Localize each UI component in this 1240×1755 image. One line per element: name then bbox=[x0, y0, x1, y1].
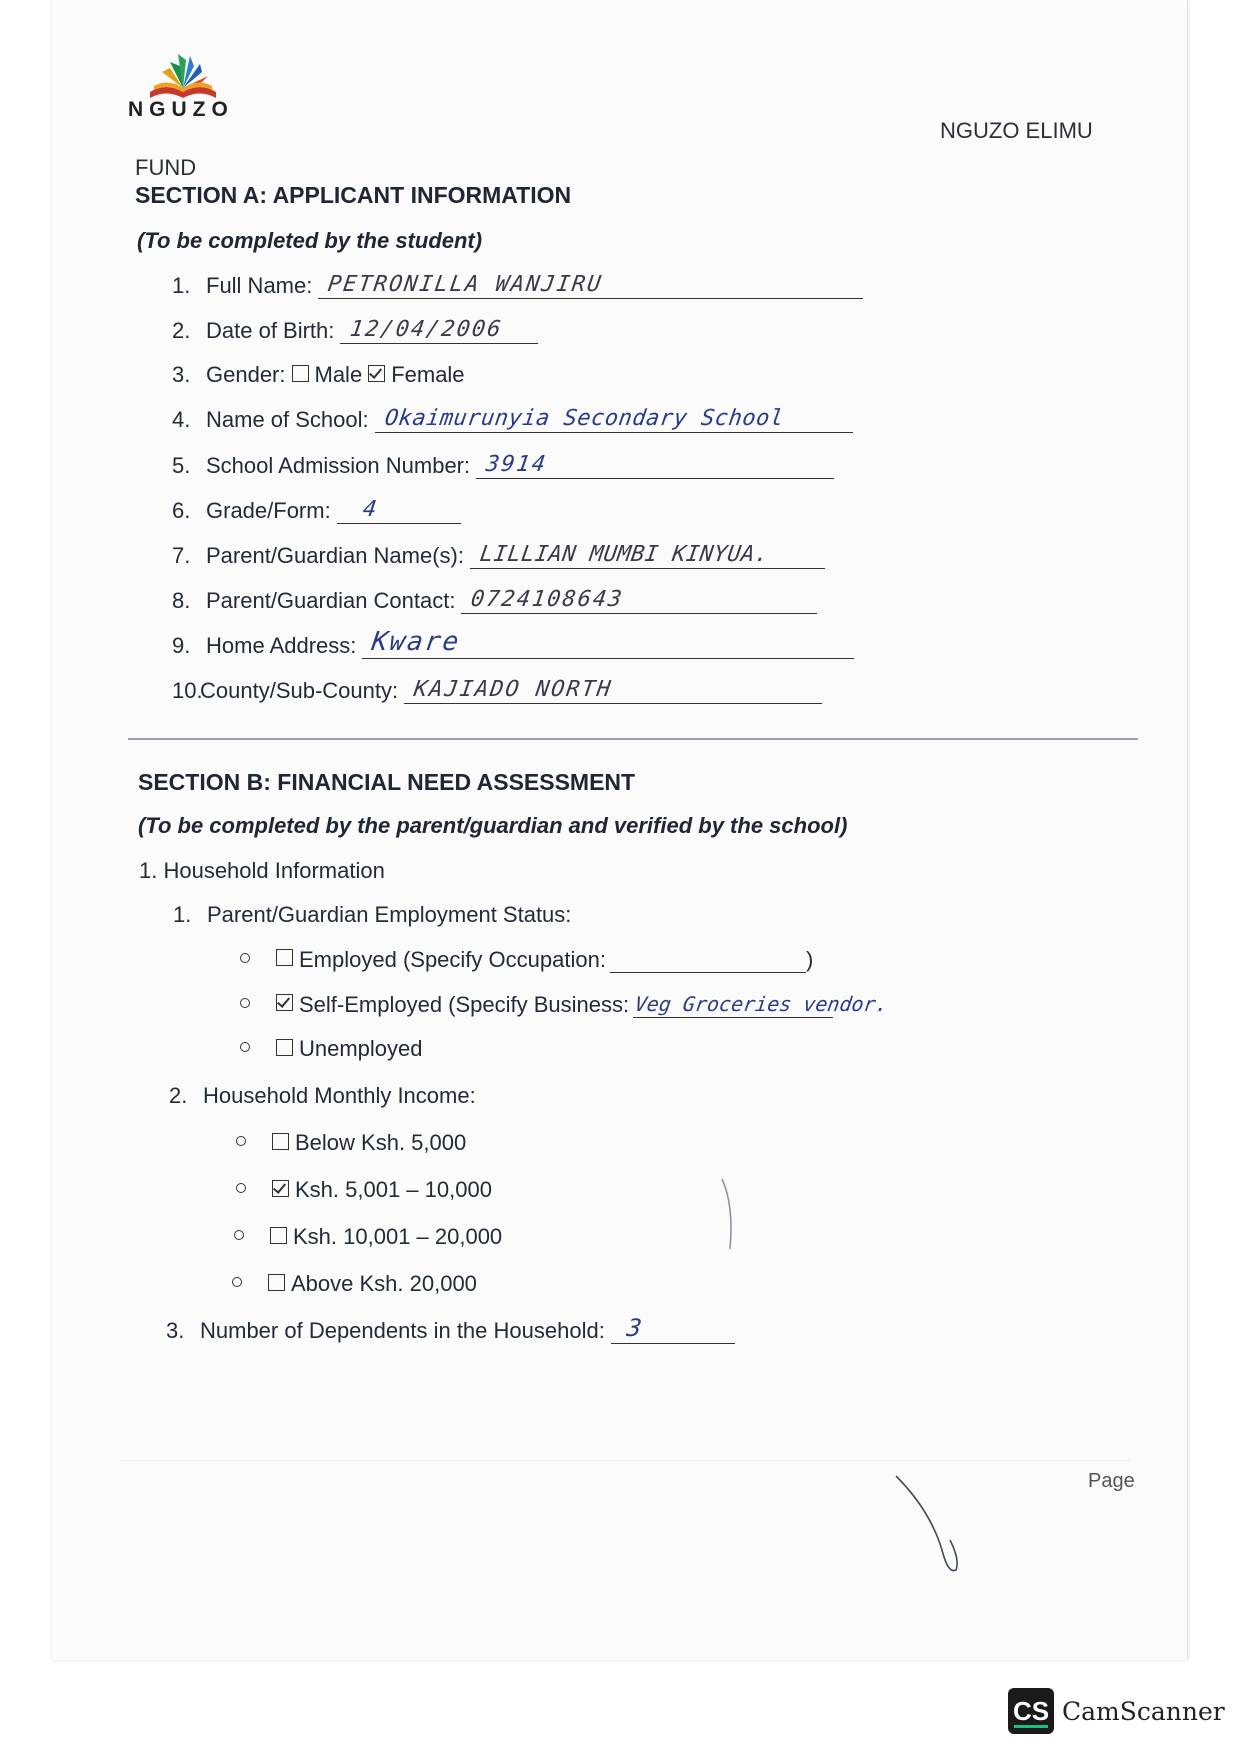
employed-checkbox[interactable] bbox=[276, 949, 293, 966]
home-address-label: Home Address: bbox=[206, 633, 357, 658]
logo-text: NGUZO bbox=[128, 98, 234, 121]
field-full-name: 1. Full Name: PETRONILLA WANJIRU bbox=[172, 272, 863, 299]
school-name-label: Name of School: bbox=[206, 407, 369, 432]
field-guardian-contact: 8. Parent/Guardian Contact: 0724108643 bbox=[172, 587, 817, 614]
field-grade-form: 6. Grade/Form: 4 bbox=[172, 497, 461, 524]
section-b-title: SECTION B: FINANCIAL NEED ASSESSMENT bbox=[138, 769, 636, 795]
page-label: Page bbox=[1088, 1470, 1135, 1492]
field-date-of-birth: 2. Date of Birth: 12/04/2006 bbox=[172, 317, 538, 344]
grade-form-label: Grade/Form: bbox=[206, 498, 331, 523]
camscanner-logo-icon: CS bbox=[1008, 1688, 1054, 1734]
option-income-10001-20000: Ksh. 10,001 – 20,000 bbox=[234, 1224, 502, 1250]
section-divider bbox=[128, 738, 1138, 740]
bullet-icon bbox=[240, 998, 250, 1008]
option-income-5001-10000: Ksh. 5,001 – 10,000 bbox=[236, 1177, 492, 1203]
income-10001-20000-checkbox[interactable] bbox=[270, 1227, 287, 1244]
date-of-birth-input[interactable]: 12/04/2006 bbox=[340, 317, 538, 344]
gender-female-checkbox[interactable] bbox=[368, 365, 385, 382]
county-input[interactable]: KAJIADO NORTH bbox=[404, 677, 822, 704]
footer-rule bbox=[120, 1460, 1130, 1461]
camscanner-name: CamScanner bbox=[1062, 1696, 1225, 1726]
gender-male-label: Male bbox=[314, 362, 363, 387]
dependents-input[interactable]: 3 bbox=[611, 1317, 735, 1344]
field-admission-number: 5. School Admission Number: 3914 bbox=[172, 452, 834, 479]
bullet-icon bbox=[234, 1230, 244, 1240]
grade-form-input[interactable]: 4 bbox=[337, 497, 461, 524]
option-unemployed: Unemployed bbox=[240, 1036, 423, 1062]
field-home-address: 9. Home Address: Kware bbox=[172, 632, 854, 659]
guardian-contact-label: Parent/Guardian Contact: bbox=[206, 588, 456, 613]
bullet-icon bbox=[240, 953, 250, 963]
guardian-name-input[interactable]: LILLIAN MUMBI KINYUA. bbox=[470, 542, 825, 569]
field-school-name: 4. Name of School: Okaimurunyia Secondary School bbox=[172, 406, 853, 433]
logo-emblem-icon bbox=[140, 48, 226, 104]
date-of-birth-label: Date of Birth: bbox=[206, 318, 335, 343]
occupation-input[interactable] bbox=[610, 946, 806, 973]
gender-label: Gender: bbox=[206, 362, 286, 387]
income-5001-10000-checkbox[interactable] bbox=[272, 1180, 289, 1197]
income-above-20000-checkbox[interactable] bbox=[268, 1274, 285, 1291]
field-gender: 3. Gender: Male Female bbox=[172, 362, 465, 387]
full-name-input[interactable]: PETRONILLA WANJIRU bbox=[318, 272, 863, 299]
unemployed-checkbox[interactable] bbox=[276, 1039, 293, 1056]
gender-male-checkbox[interactable] bbox=[292, 365, 309, 382]
field-county: 10. County/Sub-County: KAJIADO NORTH bbox=[172, 677, 822, 704]
option-income-above-20000: Above Ksh. 20,000 bbox=[232, 1271, 477, 1297]
bullet-icon bbox=[240, 1042, 250, 1052]
camscanner-watermark bbox=[1008, 1688, 1225, 1734]
guardian-name-label: Parent/Guardian Name(s): bbox=[206, 543, 464, 568]
organization-name: NGUZO ELIMU bbox=[940, 118, 1093, 143]
logo bbox=[128, 48, 238, 126]
business-input[interactable]: Veg Groceries vendor. bbox=[633, 992, 890, 1016]
gender-female-label: Female bbox=[391, 362, 465, 387]
bullet-icon bbox=[236, 1136, 246, 1146]
self-employed-checkbox[interactable] bbox=[276, 994, 293, 1011]
full-name-label: Full Name: bbox=[206, 273, 313, 298]
section-a-subtitle: (To be completed by the student) bbox=[137, 228, 483, 253]
option-employed: Employed (Specify Occupation: ) bbox=[240, 946, 813, 973]
bullet-icon bbox=[236, 1183, 246, 1193]
admission-number-label: School Admission Number: bbox=[206, 453, 471, 478]
field-guardian-name: 7. Parent/Guardian Name(s): LILLIAN MUMBI KINYUA. bbox=[172, 542, 825, 569]
pen-stroke-icon bbox=[718, 1175, 748, 1255]
option-income-below-5000: Below Ksh. 5,000 bbox=[236, 1130, 466, 1156]
income-below-5000-checkbox[interactable] bbox=[272, 1133, 289, 1150]
fund-label: FUND bbox=[135, 155, 197, 180]
monthly-income-question: 2. Household Monthly Income: bbox=[169, 1083, 476, 1108]
school-name-input[interactable]: Okaimurunyia Secondary School bbox=[375, 406, 853, 433]
household-heading: 1. Household Information bbox=[139, 858, 385, 883]
county-label: County/Sub-County: bbox=[200, 678, 399, 703]
home-address-input[interactable]: Kware bbox=[362, 632, 854, 659]
section-a-title: SECTION A: APPLICANT INFORMATION bbox=[135, 182, 572, 208]
option-self-employed: Self-Employed (Specify Business: Veg Groceries vendor. bbox=[240, 991, 833, 1018]
bullet-icon bbox=[232, 1277, 242, 1287]
guardian-contact-input[interactable]: 0724108643 bbox=[461, 587, 817, 614]
employment-status-question: 1. Parent/Guardian Employment Status: bbox=[173, 902, 572, 927]
dependents-question: 3. Number of Dependents in the Household: 3 bbox=[166, 1317, 735, 1344]
section-b-subtitle: (To be completed by the parent/guardian and verified by the school) bbox=[138, 813, 848, 838]
pen-signature-icon bbox=[890, 1470, 980, 1580]
admission-number-input[interactable]: 3914 bbox=[476, 452, 834, 479]
